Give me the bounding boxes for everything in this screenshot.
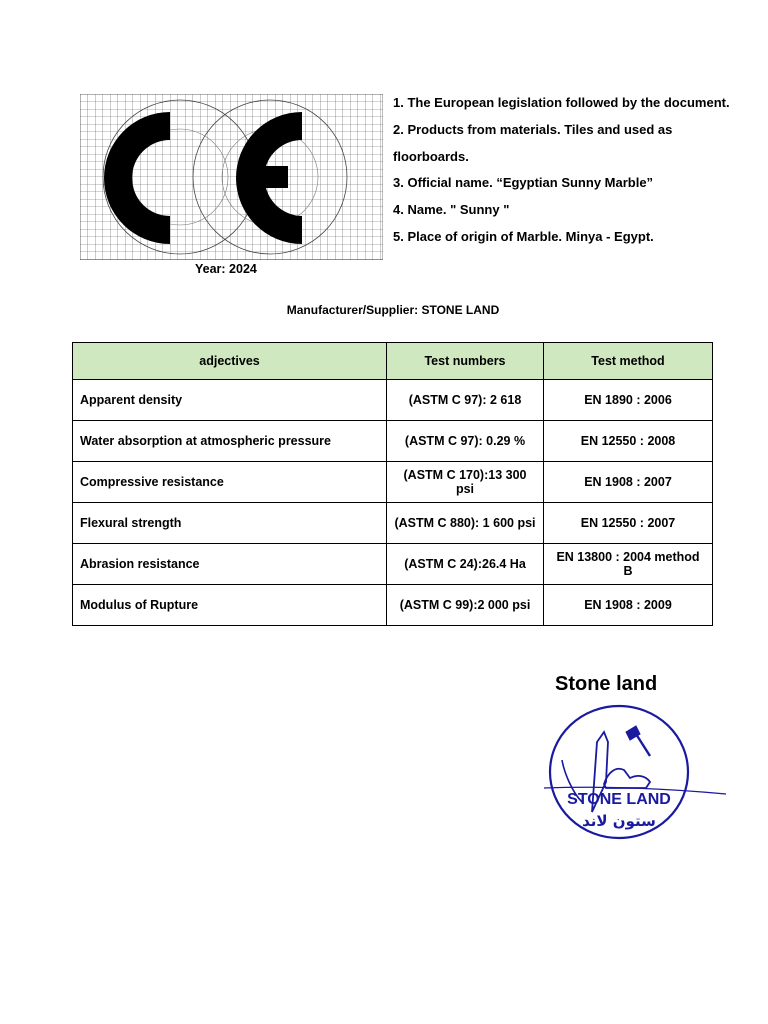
- test-number-cell: (ASTM C 880): 1 600 psi: [387, 503, 544, 544]
- declaration-point: 3. Official name. “Egyptian Sunny Marble”: [393, 175, 654, 191]
- column-header: Test numbers: [387, 343, 544, 380]
- table-row: [73, 585, 713, 626]
- test-number-cell: (ASTM C 170):13 300 psi: [387, 462, 544, 503]
- column-header: Test method: [544, 343, 713, 380]
- year-label: Year: 2024: [195, 262, 257, 276]
- table-row: [73, 380, 713, 421]
- table-row: [73, 462, 713, 503]
- stamp-text-en: STONE LAND: [567, 791, 671, 808]
- test-number-cell: (ASTM C 97): 2 618: [387, 380, 544, 421]
- test-method-cell: EN 1890 : 2006: [544, 380, 713, 421]
- declaration-point: 2. Products from materials. Tiles and used as floorboards.: [393, 121, 673, 164]
- table-row: [73, 421, 713, 462]
- property-cell: Water absorption at atmospheric pressure: [73, 421, 387, 462]
- signature-name: Stone land: [555, 673, 658, 695]
- test-number-cell: (ASTM C 24):26.4 Ha: [387, 544, 544, 585]
- table-row: [73, 544, 713, 585]
- property-cell: Apparent density: [73, 380, 387, 421]
- properties-table: [72, 342, 713, 626]
- table-row: [73, 503, 713, 544]
- declaration-points: [393, 90, 743, 251]
- property-cell: Flexural strength: [73, 503, 387, 544]
- declaration-point: 5. Place of origin of Marble. Minya - Egypt.: [393, 228, 654, 244]
- test-number-cell: (ASTM C 99):2 000 psi: [387, 585, 544, 626]
- supplier-line: Manufacturer/Supplier: STONE LAND: [286, 303, 500, 317]
- test-method-cell: EN 12550 : 2008: [544, 421, 713, 462]
- company-stamp-icon: [542, 702, 728, 842]
- column-header: adjectives: [73, 343, 387, 380]
- table-header-row: [73, 343, 713, 380]
- test-method-cell: EN 13800 : 2004 method B: [544, 544, 713, 585]
- stamp-text-ar: ستون لاند: [582, 812, 656, 830]
- declaration-point: 4. Name. " Sunny ": [393, 202, 510, 218]
- property-cell: Compressive resistance: [73, 462, 387, 503]
- property-cell: Modulus of Rupture: [73, 585, 387, 626]
- property-cell: Abrasion resistance: [73, 544, 387, 585]
- test-method-cell: EN 1908 : 2007: [544, 462, 713, 503]
- test-number-cell: (ASTM C 97): 0.29 %: [387, 421, 544, 462]
- test-method-cell: EN 12550 : 2007: [544, 503, 713, 544]
- declaration-point: 1. The European legislation followed by the document.: [393, 95, 730, 110]
- ce-mark-icon: [80, 94, 383, 260]
- test-method-cell: EN 1908 : 2009: [544, 585, 713, 626]
